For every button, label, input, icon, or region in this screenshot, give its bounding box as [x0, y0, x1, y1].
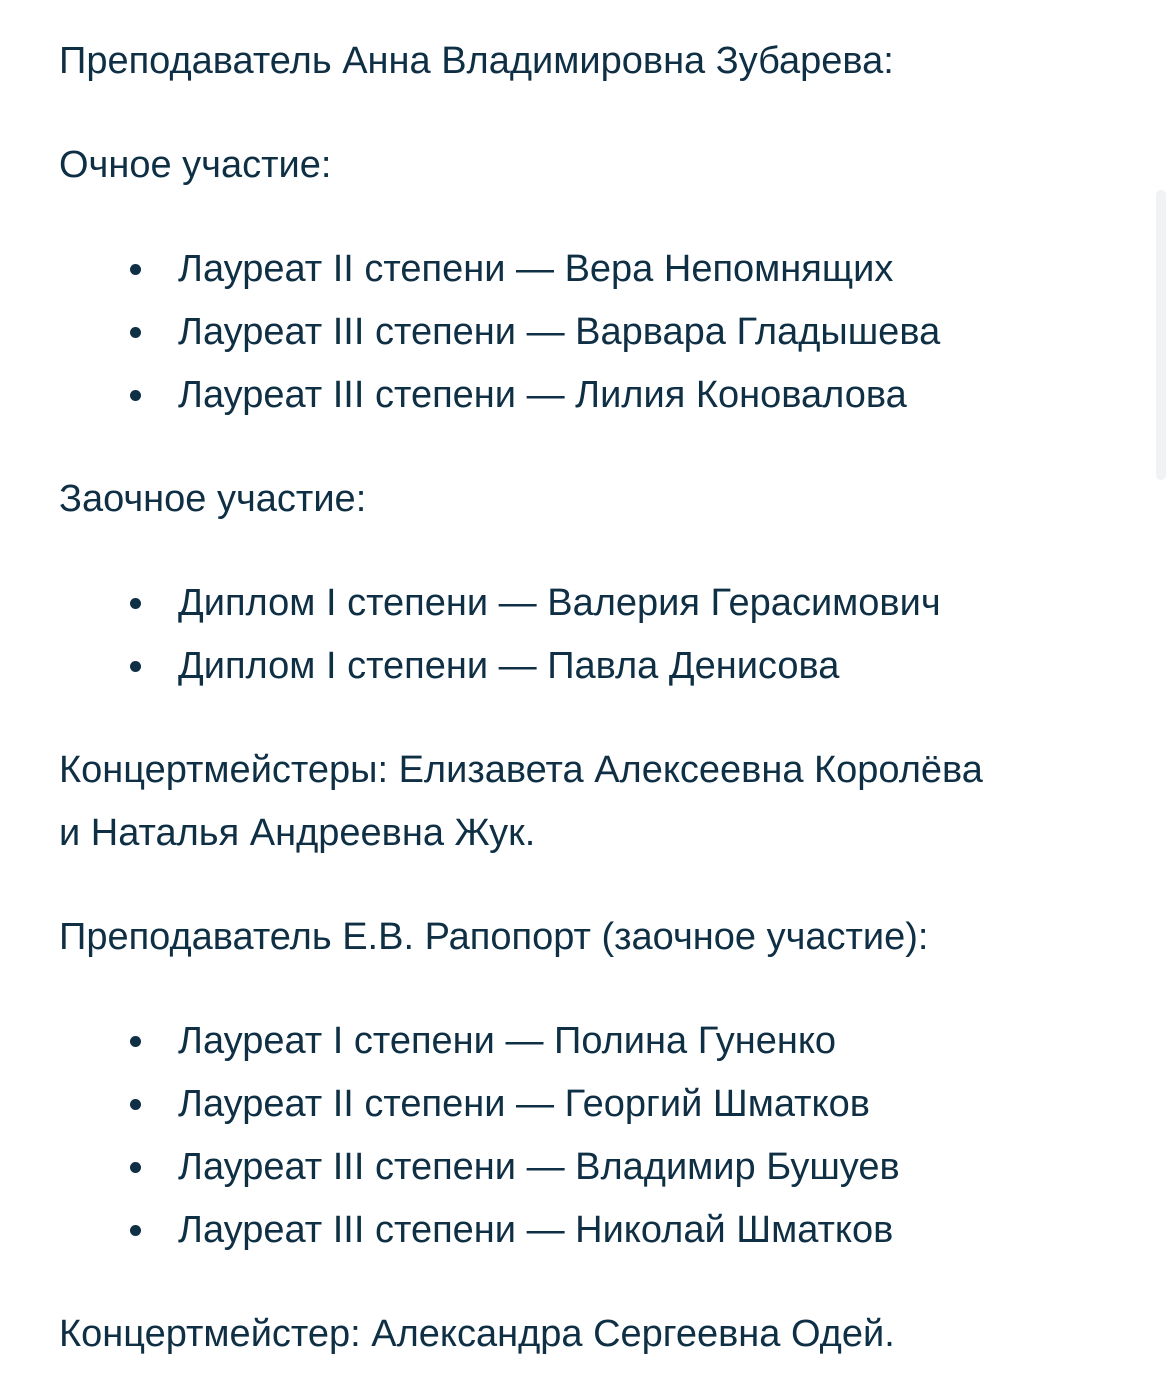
- list-item-text: Лауреат III степени — Лилия Коновалова: [178, 374, 907, 416]
- in-person-list: [59, 238, 1139, 427]
- list-item: [178, 572, 1139, 635]
- list-item: [178, 1199, 1139, 1262]
- bullet-icon: [130, 1036, 141, 1047]
- accompanists-line-1: Концертмейстеры: Елизавета Алексеевна Королёва: [59, 749, 983, 791]
- in-person-heading: Очное участие:: [59, 144, 332, 186]
- list-item-text: Лауреат I степени — Полина Гуненко: [178, 1020, 837, 1062]
- rapoport-list: [59, 1010, 1139, 1262]
- teacher-heading-rapoport: Преподаватель Е.В. Рапопорт (заочное участие):: [59, 916, 929, 958]
- list-item: [178, 1010, 1139, 1073]
- list-item-text: Лауреат II степени — Георгий Шматков: [178, 1083, 870, 1125]
- bullet-icon: [130, 1225, 141, 1236]
- list-item: [178, 635, 1139, 698]
- list-item-text: Лауреат II степени — Вера Непомнящих: [178, 248, 894, 290]
- bullet-icon: [130, 390, 141, 401]
- correspondence-heading: Заочное участие:: [59, 478, 367, 520]
- bullet-icon: [130, 1099, 141, 1110]
- list-item: [178, 301, 1139, 364]
- article-body: [59, 30, 1139, 1366]
- bullet-icon: [130, 264, 141, 275]
- bullet-icon: [130, 1162, 141, 1173]
- list-item: [178, 1136, 1139, 1199]
- accompanists-line-2: и Наталья Андреевна Жук.: [59, 812, 536, 854]
- list-item-text: Лауреат III степени — Варвара Гладышева: [178, 311, 941, 353]
- list-item-text: Лауреат III степени — Николай Шматков: [178, 1209, 894, 1251]
- list-item-text: Диплом I степени — Павла Денисова: [178, 645, 840, 687]
- accompanist-paragraph: Концертмейстер: Александра Сергеевна Одей.: [59, 1313, 895, 1355]
- bullet-icon: [130, 661, 141, 672]
- list-item: [178, 1073, 1139, 1136]
- scrollbar[interactable]: [1156, 190, 1166, 480]
- teacher-heading-zubareva: Преподаватель Анна Владимировна Зубарева:: [59, 40, 894, 82]
- list-item-text: Диплом I степени — Валерия Герасимович: [178, 582, 941, 624]
- list-item: [178, 364, 1139, 427]
- correspondence-list: [59, 572, 1139, 698]
- accompanists-paragraph: [59, 739, 1139, 865]
- list-item: [178, 238, 1139, 301]
- bullet-icon: [130, 598, 141, 609]
- list-item-text: Лауреат III степени — Владимир Бушуев: [178, 1146, 900, 1188]
- bullet-icon: [130, 327, 141, 338]
